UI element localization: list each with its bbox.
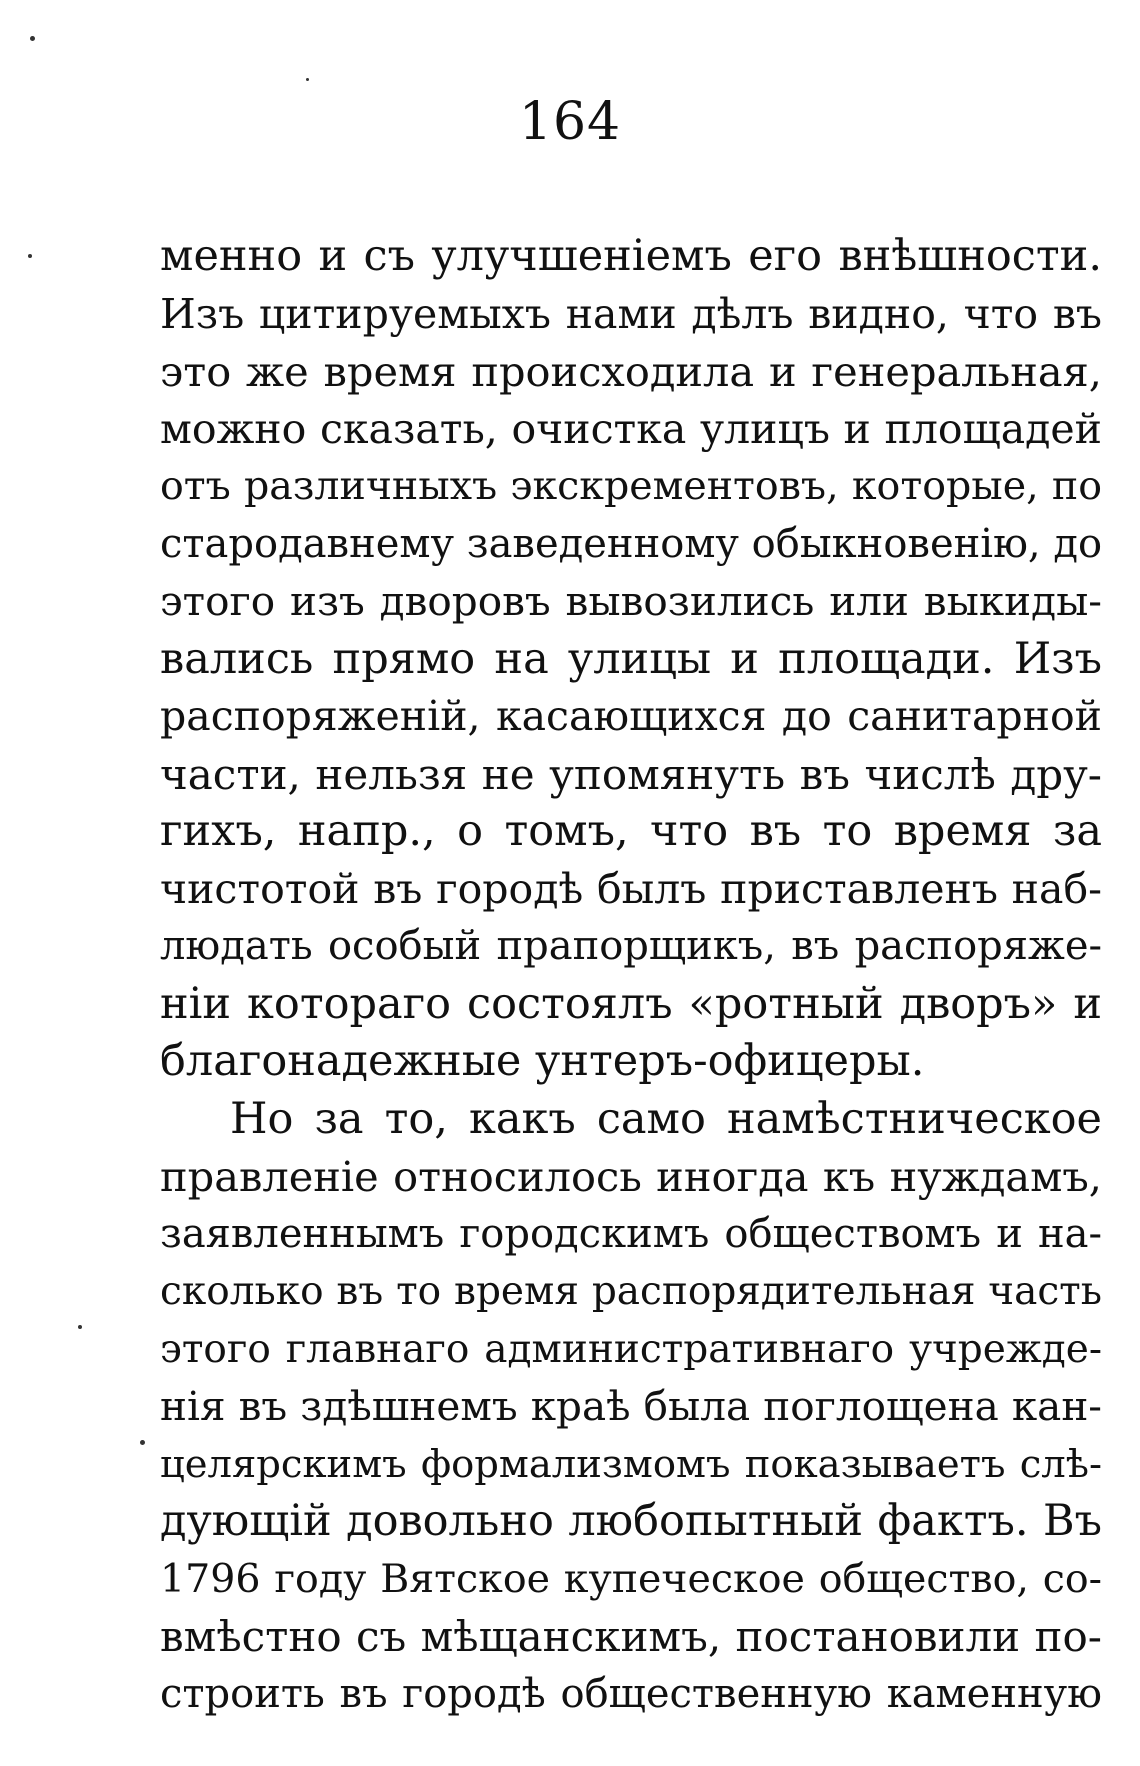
text-line: стародавнему заведенному обыкновенію, до [160,520,1102,567]
text-line: части, нельзя не упомянуть въ числѣ дру- [160,749,1102,799]
text-line: правленіе относилось иногда къ нуждамъ, [160,1152,1102,1201]
text-line: менно и съ улучшеніемъ его внѣшности. [160,231,1102,281]
paragraph-end-line: благонадежные унтеръ-офицеры. [160,1036,925,1086]
text-line: гихъ, напр., о томъ, что въ то время за [160,806,1102,856]
text-line: целярскимъ формализмомъ показываетъ слѣ- [160,1441,1102,1487]
text-line: это же время происходила и генеральная, [160,347,1102,396]
scan-speck [140,1440,145,1445]
text-line: сколько въ то время распорядительная часть [160,1269,1102,1314]
text-line: людать особый прапорщикъ, въ распоряже- [160,923,1102,969]
text-line: можно сказать, очистка улицъ и площадей [160,404,1102,453]
text-line: вались прямо на улицы и площади. Изъ [160,633,1102,684]
text-line: ніи котораго состоялъ «ротный дворъ» и [160,978,1102,1029]
text-line: заявленнымъ городскимъ обществомъ и на- [160,1210,1102,1257]
text-line: вмѣстно съ мѣщанскимъ, постановили по- [160,1612,1102,1661]
page-number: 164 [518,92,622,152]
text-line: этого главнаго административнаго учрежде- [160,1326,1102,1372]
text-line: чистотой въ городѣ былъ приставленъ наб- [160,864,1102,913]
scan-speck [306,78,309,81]
text-line: 1796 году Вятское купеческое общество, со- [160,1555,1102,1602]
text-line: этого изъ дворовъ вывозились или выкиды- [160,577,1102,625]
text-line: отъ различныхъ экскрементовъ, которые, по [160,463,1102,509]
text-line: строить въ городѣ общественную каменную [160,1670,1102,1717]
scan-speck [28,254,32,258]
scan-speck [30,36,35,41]
body-text [160,228,1102,1723]
text-line: нія въ здѣшнемъ краѣ была поглощена кан- [160,1382,1102,1430]
scan-speck [78,1325,82,1329]
text-line: Изъ цитируемыхъ нами дѣлъ видно, что въ [160,289,1102,338]
text-line: дующій довольно любопытный фактъ. Въ [160,1496,1102,1546]
paragraph-start-line: Но за то, какъ само намѣстническое [230,1093,1102,1144]
text-line: распоряженій, касающихся до санитарной [160,692,1102,740]
